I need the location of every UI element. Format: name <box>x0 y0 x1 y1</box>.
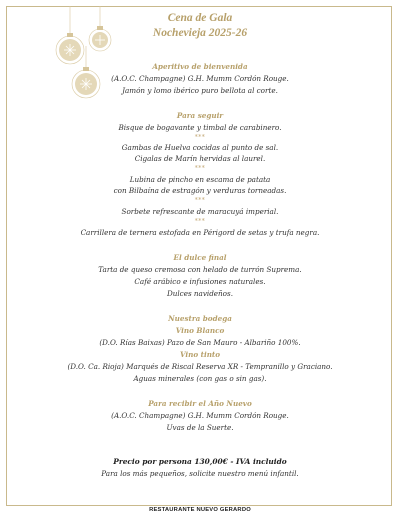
menu-line: (A.O.C. Champagne) G.H. Mumm Cordón Rouge. <box>111 74 289 83</box>
section-heading-ano-nuevo: Para recibir el Año Nuevo <box>148 399 252 408</box>
menu-line: Tarta de queso cremosa con helado de turrón Suprema. <box>98 265 302 274</box>
menu-line: Café arábico e infusiones naturales. <box>134 277 266 286</box>
kids-menu-note: Para los más pequeños, solicite nuestro menú infantil. <box>101 469 299 478</box>
section-heading-aperitivo: Aperitivo de bienvenida <box>152 62 248 71</box>
menu-line: (D.O. Rías Baixas) Pazo de San Mauro - Albariño 100%. <box>99 338 301 347</box>
menu-subtitle: Nochevieja 2025-26 <box>152 27 248 39</box>
menu-line: Jamón y lomo ibérico puro bellota al corte. <box>122 86 278 95</box>
section-heading-bodega: Nuestra bodega <box>168 314 232 323</box>
section-heading-dulce: El dulce final <box>173 253 227 262</box>
menu-line: Carrillera de ternera estofada en Périgord de setas y trufa negra. <box>80 228 320 237</box>
section-heading-para-seguir: Para seguir <box>176 111 224 120</box>
menu-line: Lubina de pincho en escama de patata <box>129 175 271 184</box>
menu-line: (D.O. Ca. Rioja) Marqués de Riscal Reserva XR - Tempranillo y Graciano. <box>67 362 333 371</box>
menu-line: Dulces navideños. <box>166 289 233 298</box>
menu-line: Cigalas de Marín hervidas al laurel. <box>134 154 266 163</box>
separator: *** <box>194 134 206 141</box>
menu-line: Sorbete refrescante de maracuyá imperial. <box>121 207 279 216</box>
subheading-vino-tinto: Vino tinto <box>179 350 221 359</box>
separator: *** <box>194 218 206 225</box>
menu-title: Cena de Gala <box>167 12 233 24</box>
menu-line: (A.O.C. Champagne) G.H. Mumm Cordón Rouge. <box>111 411 289 420</box>
menu-line: Bisque de bogavante y timbal de carabinero. <box>118 123 282 132</box>
restaurant-name: RESTAURANTE NUEVO GERARDO <box>149 507 251 513</box>
subheading-vino-blanco: Vino Blanco <box>175 326 225 335</box>
price-text: Precio por persona 130,00€ - IVA incluido <box>113 457 287 466</box>
menu-line: Gambas de Huelva cocidas al punto de sal. <box>121 143 279 152</box>
separator: *** <box>194 165 206 172</box>
menu-line: Uvas de la Suerte. <box>166 423 234 432</box>
menu-line: con Bilbaína de estragón y verduras torneadas. <box>113 186 287 195</box>
menu-line: Aguas minerales (con gas o sin gas). <box>133 374 267 383</box>
separator: *** <box>194 197 206 204</box>
